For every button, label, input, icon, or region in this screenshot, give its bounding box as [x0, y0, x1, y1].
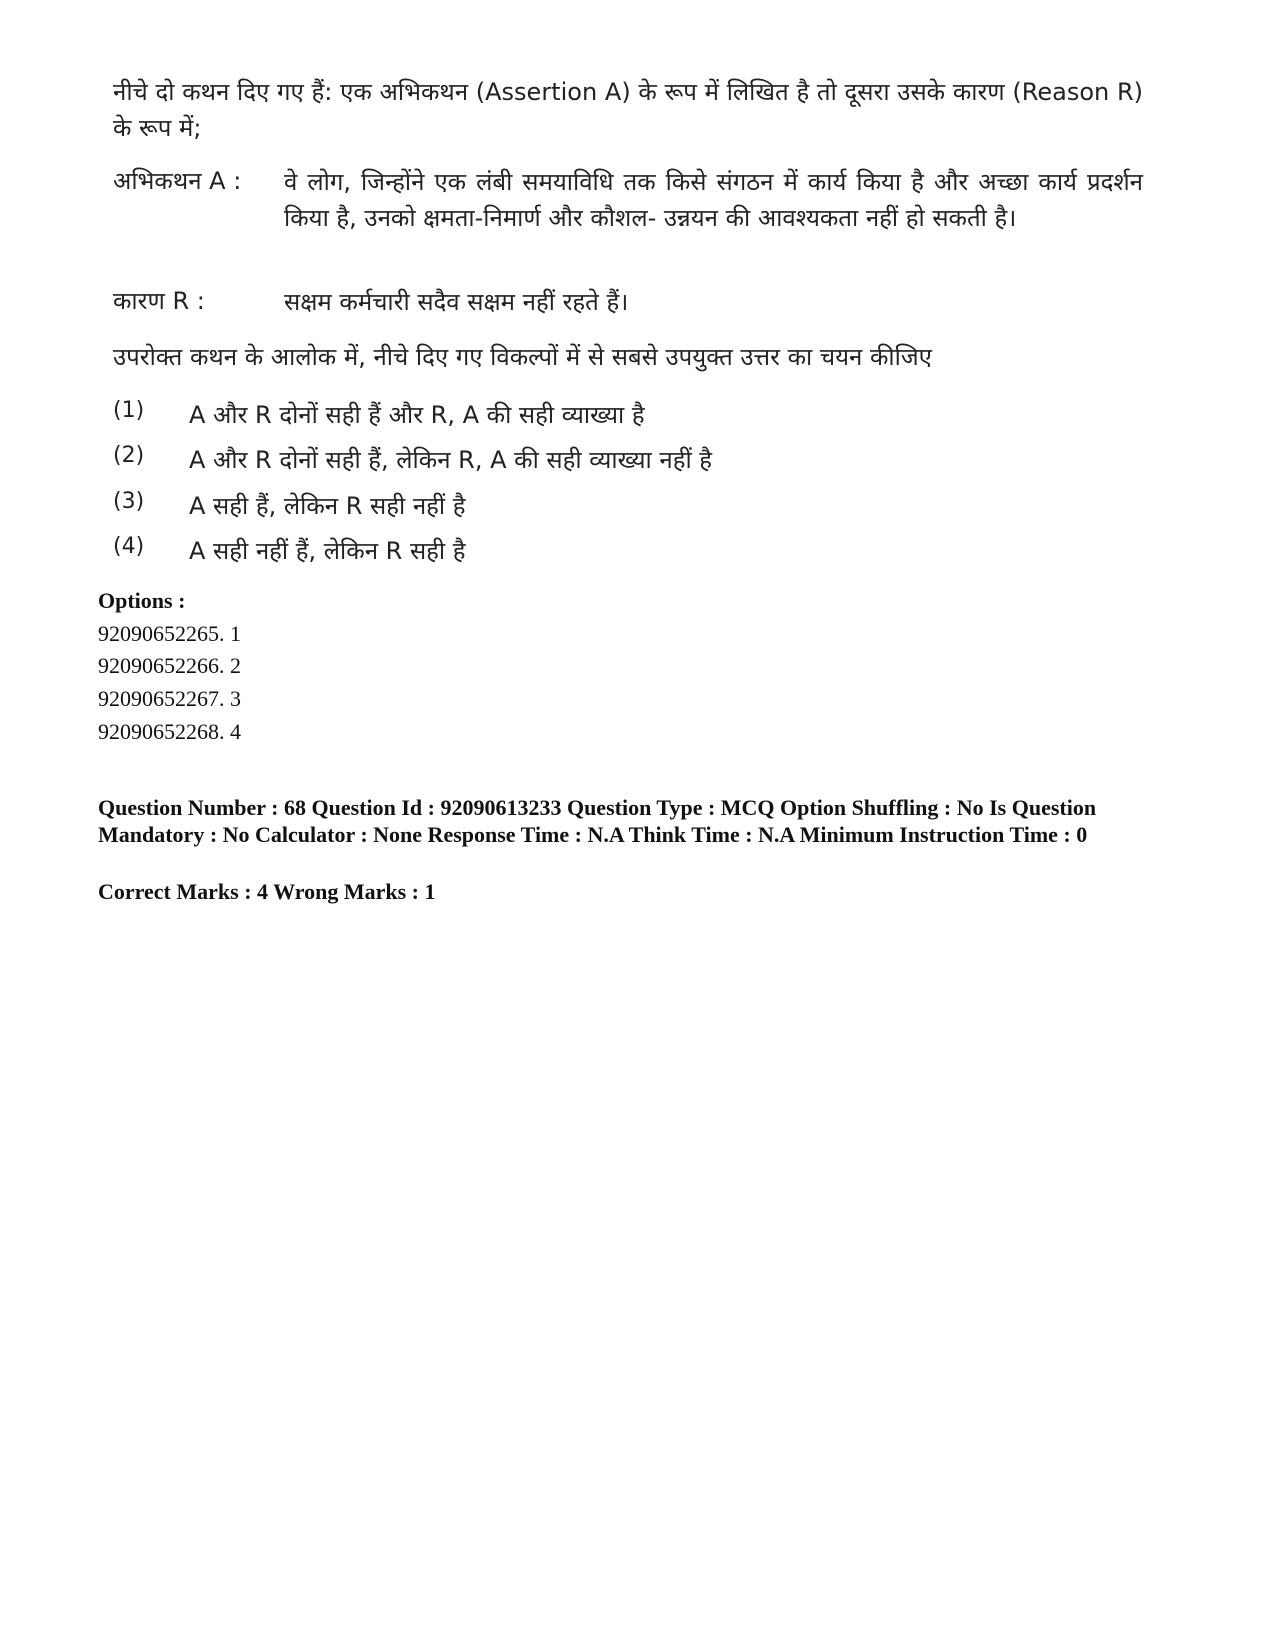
choice-text: A सही नहीं हैं, लेकिन R सही है [189, 537, 466, 565]
question-intro: नीचे दो कथन दिए गए हैं: एक अभिकथन (Assertion A) के रूप में लिखित है तो दूसरा उसके कारण (Reason R) के रूप में; [113, 78, 1143, 142]
choice-text: A सही हैं, लेकिन R सही नहीं है [189, 492, 466, 520]
option-item: 92090652266. 2 [98, 653, 241, 678]
choice-text: A और R दोनों सही हैं और R, A की सही व्याख्या है [189, 401, 645, 429]
choice-number: (2) [113, 443, 145, 468]
assertion-text: वे लोग, जिन्होंने एक लंबी समयाविधि तक किसे संगठन में कार्य किया है और अच्छा कार्य प्रदर्शन किया है, उनको क्षमता-निमार्ण और कौशल- उन्नयन की आवश्यकता नहीं हो सकती है। [284, 168, 1143, 232]
question-metadata: Question Number : 68 Question Id : 92090613233 Question Type : MCQ Option Shuffling : No Is Question Mandatory : No Calculator : None Response Time : N.A Think Time : N.A Minimum Instruction Time : 0 [98, 795, 1097, 847]
option-item: 92090652268. 4 [98, 719, 241, 744]
choice-text: A और R दोनों सही हैं, लेकिन R, A की सही व्याख्या नहीं है [189, 446, 713, 474]
marks-info: Correct Marks : 4 Wrong Marks : 1 [98, 879, 436, 904]
question-instruction: उपरोक्त कथन के आलोक में, नीचे दिए गए विकल्पों में से सबसे उपयुक्त उत्तर का चयन कीजिए [113, 343, 932, 371]
choice-number: (4) [113, 534, 145, 559]
assertion-label: अभिकथन A : [113, 167, 242, 195]
option-item: 92090652267. 3 [98, 686, 241, 711]
option-item: 92090652265. 1 [98, 621, 241, 646]
choice-number: (3) [113, 489, 145, 514]
reason-label: कारण R : [113, 287, 205, 315]
options-title: Options : [98, 588, 186, 613]
reason-text: सक्षम कर्मचारी सदैव सक्षम नहीं रहते हैं। [284, 288, 629, 316]
choice-number: (1) [113, 398, 145, 423]
